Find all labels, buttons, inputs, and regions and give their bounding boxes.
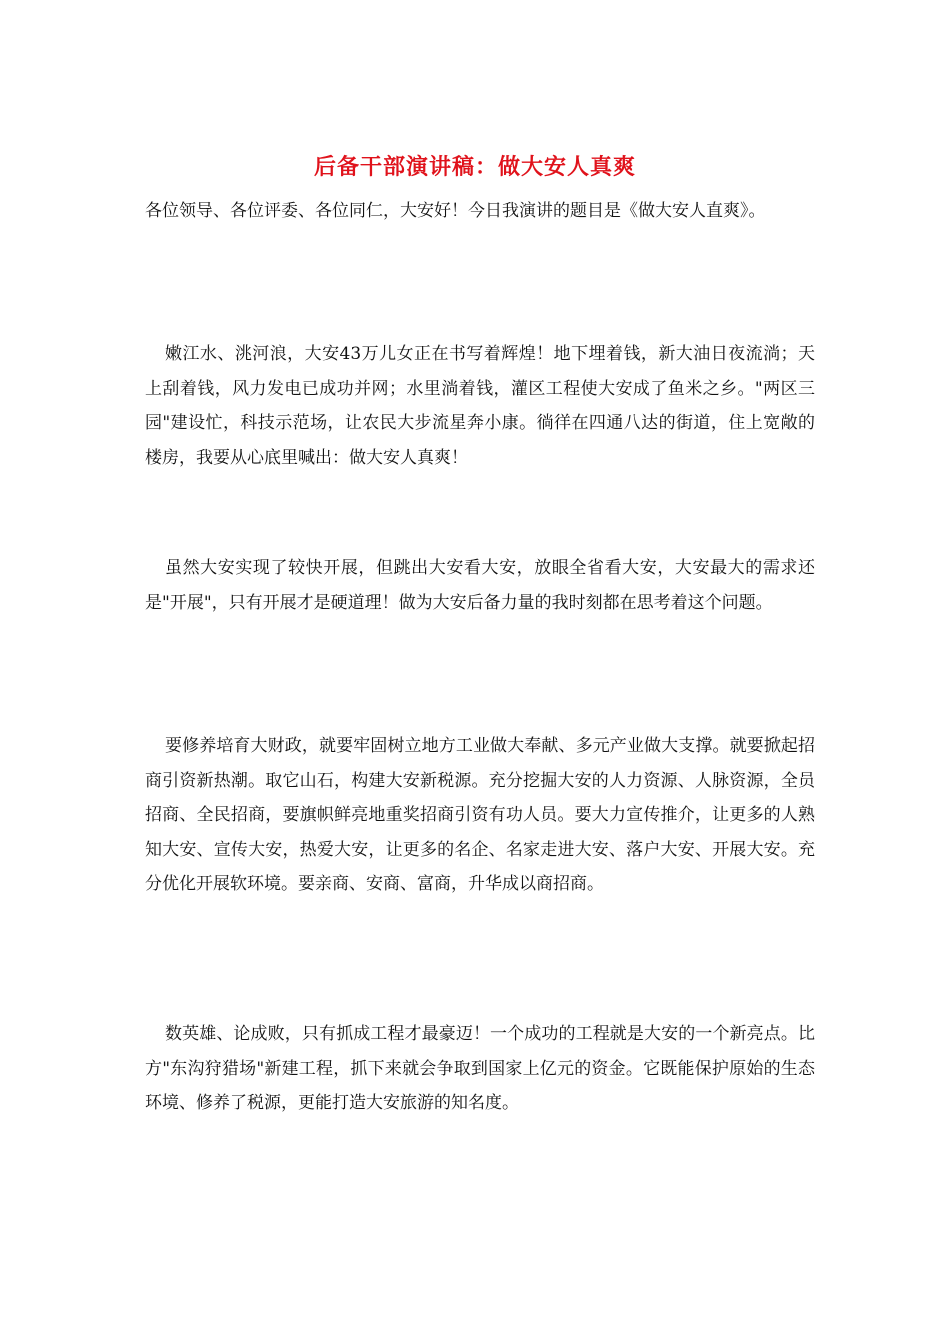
- document-title: 后备干部演讲稿：做大安人真爽: [313, 154, 636, 180]
- paragraph-finance: 要修养培育大财政，就要牢固树立地方工业做大奉献、多元产业做大支撑。就要掀起招商引资新热潮。取它山石，构建大安新税源。充分挖掘大安的人力资源、人脉资源，全员招商、全民招商，要旗帜鲜亮地重奖招商引资有功人员。要大力宣传推介，让更多的人熟知大安、宣传大安，热爱大安，让更多的名企、名家走进大安、落户大安、开展大安。充分优化开展软环境。要亲商、安商、富商，升华成以商招商。: [145, 736, 815, 894]
- paragraph-projects: 数英雄、论成败，只有抓成工程才最豪迈！一个成功的工程就是大安的一个新亮点。比方"东沟狩猎场"新建工程，抓下来就会争取到国家上亿元的资金。它既能保护原始的生态环境、修养了税源，更能打造大安旅游的知名度。: [145, 1024, 815, 1113]
- paragraph-greeting: 各位领导、各位评委、各位同仁，大安好！今日我演讲的题目是《做大安人直爽》。: [145, 201, 766, 221]
- paragraph-achievements: 嫩江水、洮河浪，大安43万儿女正在书写着辉煌！地下埋着钱，新大油日夜流淌；天上刮着钱，风力发电已成功并网；水里淌着钱，灌区工程使大安成了鱼米之乡。"两区三园"建设忙，科技示范场，让农民大步流星奔小康。徜徉在四通八达的街道，住上宽敞的楼房，我要从心底里喊出：做大安人真爽！: [145, 344, 815, 468]
- paragraph-development: 虽然大安实现了较快开展，但跳出大安看大安，放眼全省看大安，大安最大的需求还是"开展"，只有开展才是硬道理！做为大安后备力量的我时刻都在思考着这个问题。: [145, 558, 815, 613]
